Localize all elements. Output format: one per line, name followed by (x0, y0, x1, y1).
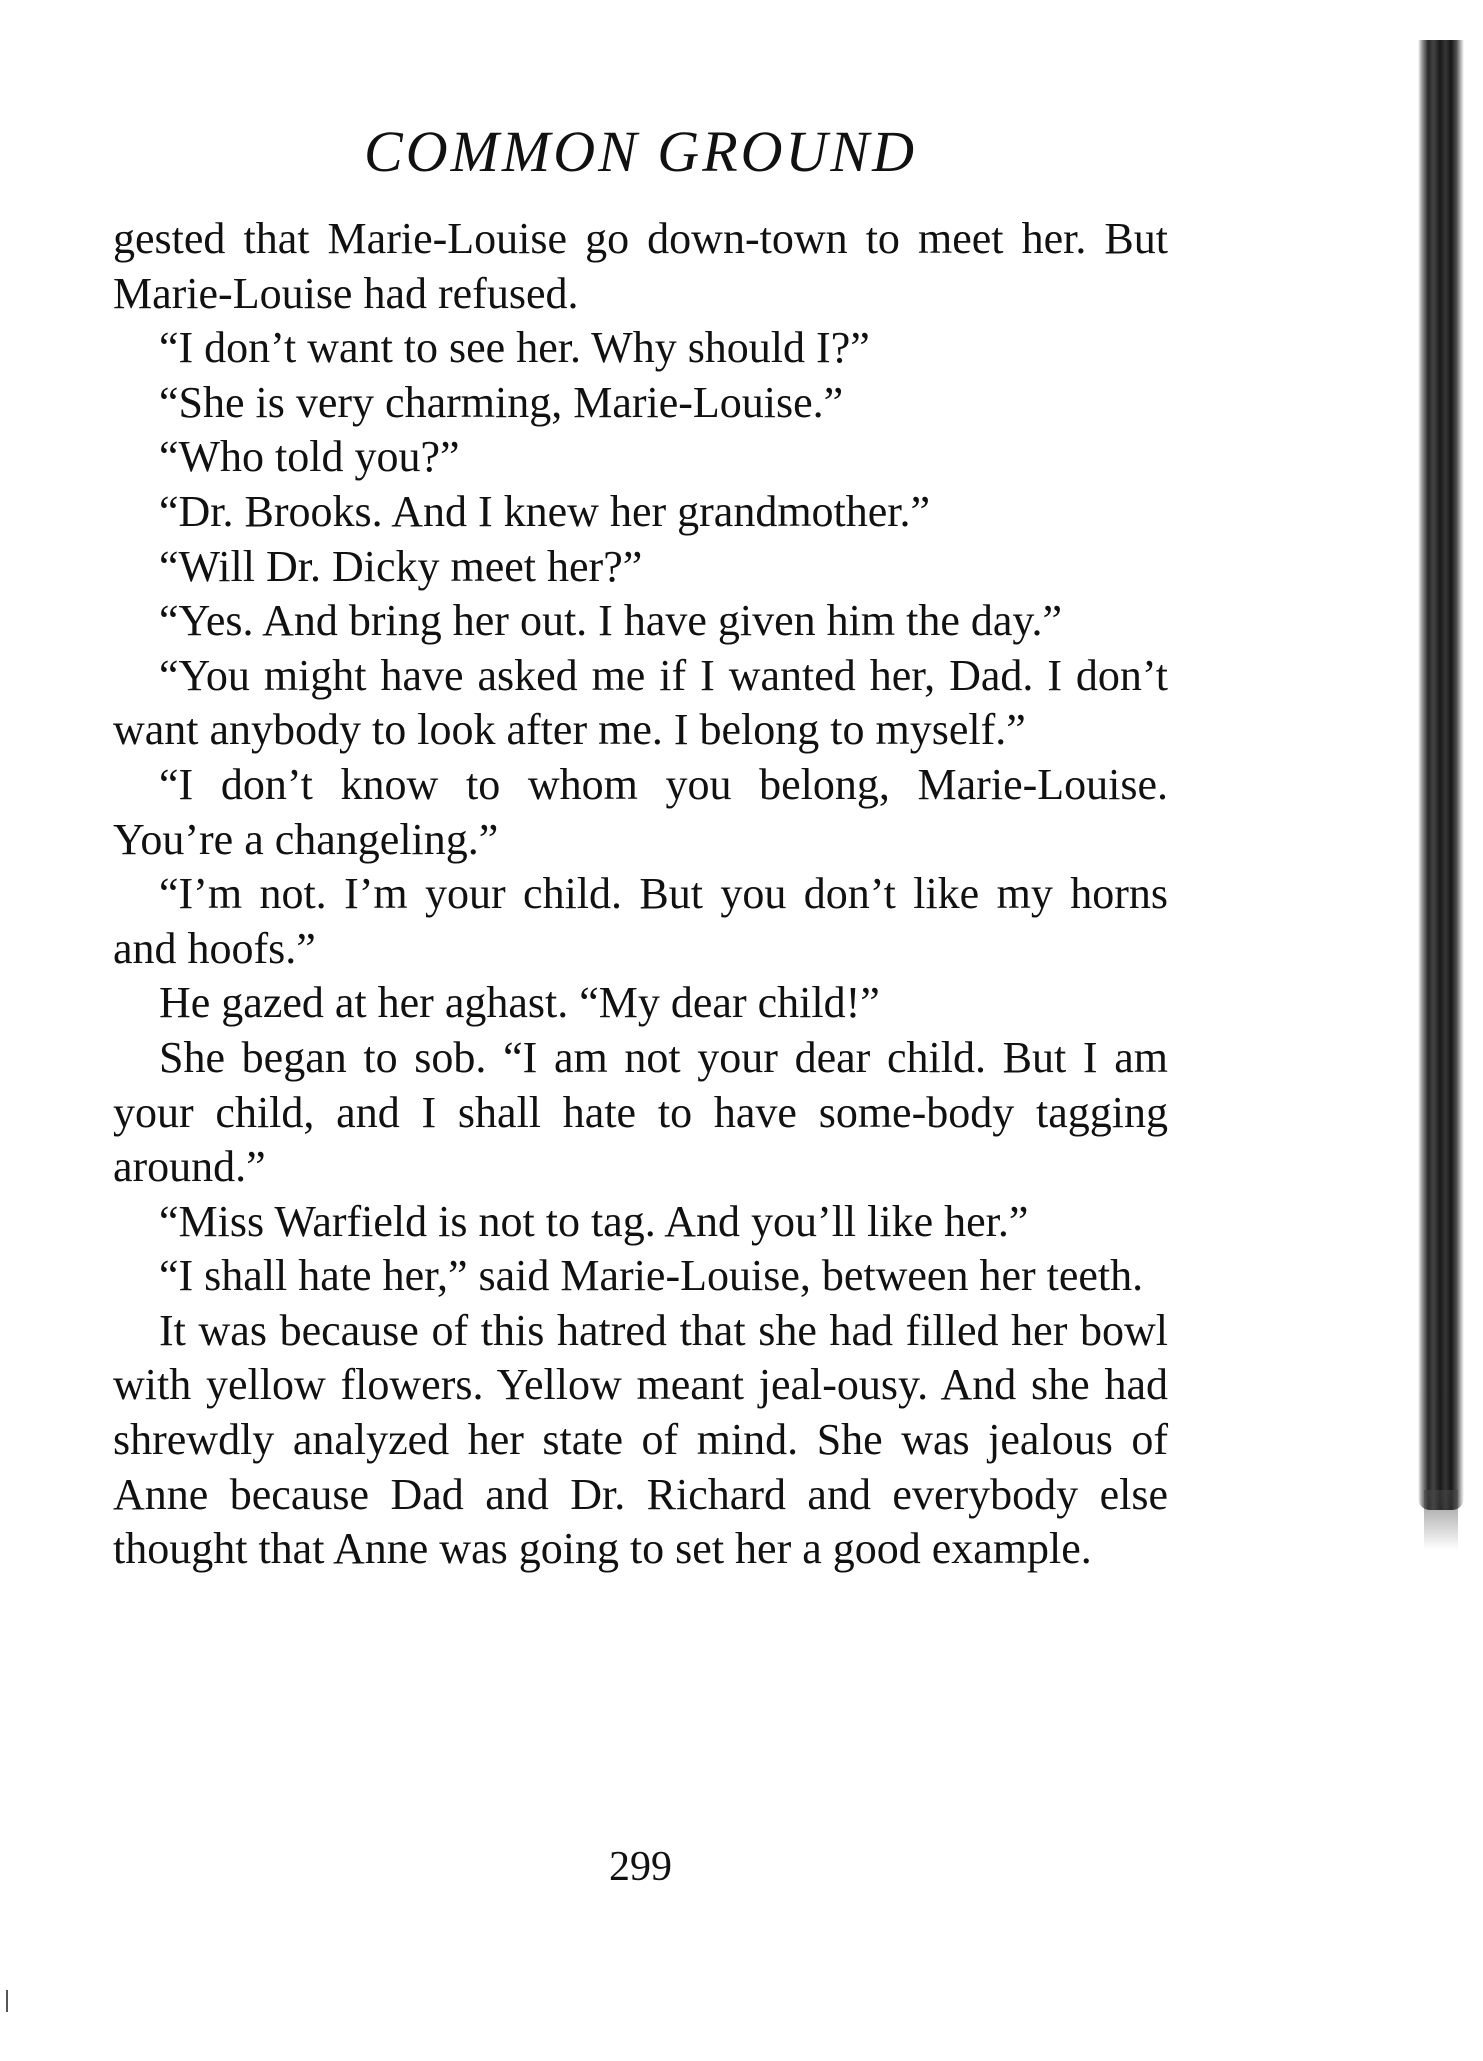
page-number: 299 (609, 1844, 672, 1890)
paragraph: She began to sob. “I am not your dear child. But I am your child, and I shall hate to have some-body tagging around.” (113, 1032, 1168, 1192)
paragraph: “I don’t know to whom you belong, Marie-Louise. You’re a changeling.” (113, 759, 1168, 864)
page-binding-shadow (1418, 40, 1464, 1510)
running-head: COMMON GROUND (364, 119, 917, 184)
body-text (113, 212, 1168, 1577)
scan-mark (6, 1990, 8, 2012)
paragraph: “I don’t want to see her. Why should I?” (159, 323, 870, 373)
paragraph: “You might have asked me if I wanted her, Dad. I don’t want anybody to look after me. I belong to myself.” (113, 650, 1168, 755)
paragraph: gested that Marie-Louise go down-town to meet her. But Marie-Louise had refused. (113, 214, 1168, 318)
paragraph: “Miss Warfield is not to tag. And you’ll like her.” (159, 1196, 1029, 1246)
paragraph: “Dr. Brooks. And I knew her grandmother.” (159, 486, 931, 536)
paragraph: “Will Dr. Dicky meet her?” (159, 541, 643, 591)
paragraph: It was because of this hatred that she had filled her bowl with yellow flowers. Yellow meant jeal-ousy. And she had shrewdly analyzed her state of mind. She was jealous of Anne because Dad and Dr. Richard and everybody else thought that Anne was going to set her a good example. (113, 1305, 1168, 1574)
paragraph: “Yes. And bring her out. I have given him the day.” (159, 596, 1063, 646)
paragraph: He gazed at her aghast. “My dear child!” (159, 978, 880, 1028)
paragraph: “I shall hate her,” said Marie-Louise, between her teeth. (159, 1251, 1144, 1301)
paragraph: “She is very charming, Marie-Louise.” (159, 377, 844, 427)
paragraph: “Who told you?” (159, 432, 460, 482)
paragraph: “I’m not. I’m your child. But you don’t like my horns and hoofs.” (113, 869, 1168, 973)
